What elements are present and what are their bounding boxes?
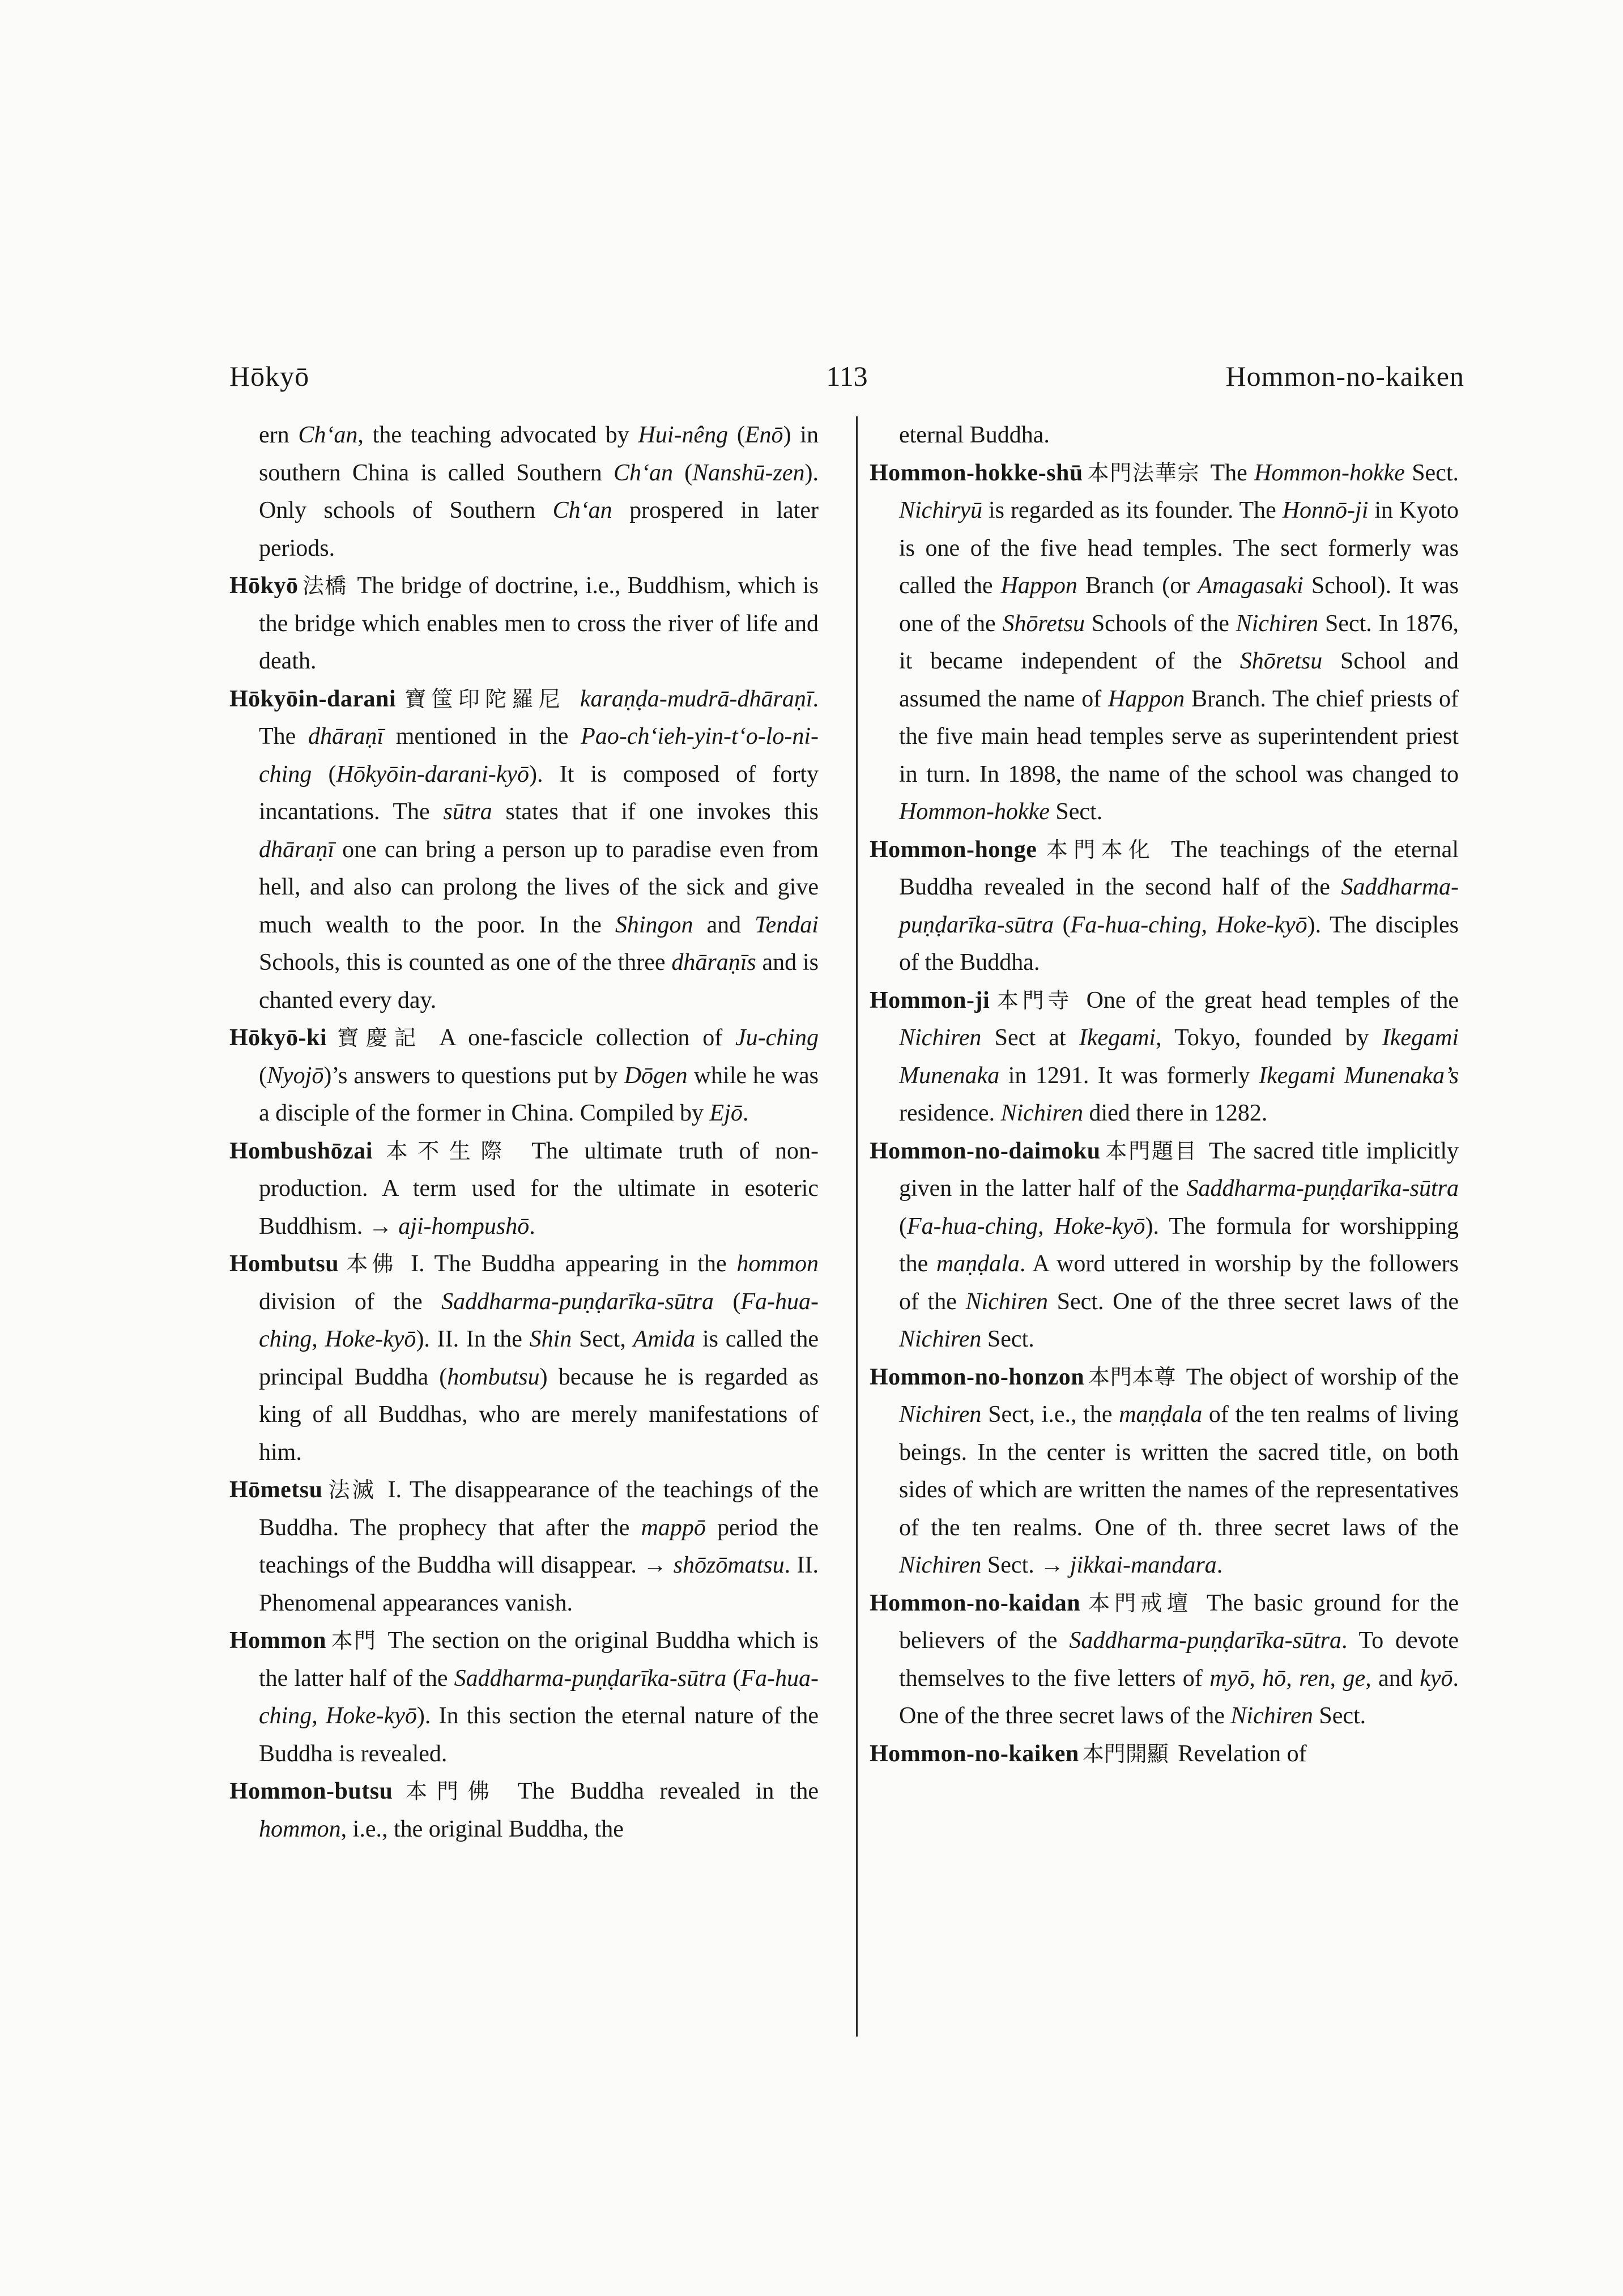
- entry-term: Hōkyō-ki: [229, 1025, 327, 1051]
- entry-kanji: 本門本化: [1040, 837, 1156, 862]
- page-number: 113: [826, 360, 868, 392]
- entry-term: Hommon: [229, 1628, 326, 1654]
- entry-term: Hommon-ji: [870, 987, 990, 1013]
- entry-hokyoin-darani: Hōkyōin-darani 寶筺印陀羅尼 karaṇḍa-mudrā-dhāraṇī. The dhāraṇī mentioned in the Pao-ch‘ieh-yin-t‘o-lo-ni-ching (Hōkyōin-darani-kyō). It is composed of forty incantations. The sūtra states that if one invokes this dhāraṇī one can bring a person up to paradise even from hell, and also can prolong the lives of the sick and give much wealth to the poor. In the Shingon and Tendai Schools, this is counted as one of the three dhāraṇīs and is chanted every day.: [229, 685, 819, 1013]
- entry-kanji: 本佛: [342, 1251, 398, 1276]
- entry-continuation: ern Ch‘an, the teaching advocated by Hui-nêng (Enō) in southern China is called Southern Ch‘an (Nanshū-zen). Only schools of Southern Ch‘an prospered in later periods.: [259, 422, 819, 561]
- running-head-right: Hommon-no-kaiken: [1225, 360, 1464, 392]
- entry-hokyo-ki: Hōkyō-ki 寶慶記 A one-fascicle collection of Ju-ching (Nyojō)’s answers to questions put by Dōgen while he was a disciple of the former in China. Compiled by Ejō.: [229, 1025, 819, 1126]
- entry-kanji: 寶慶記: [330, 1025, 423, 1050]
- entry-kanji: 本門本尊: [1088, 1364, 1177, 1390]
- entry-term: Hommon-no-honzon: [870, 1364, 1085, 1390]
- entry-kanji: 本門佛: [396, 1779, 499, 1804]
- right-column: [870, 416, 1459, 1773]
- entry-hommon-butsu: Hommon-butsu 本門佛 The Buddha revealed in the hommon, i.e., the original Buddha, the: [229, 1778, 819, 1842]
- entry-kanji: 本門寺: [993, 987, 1074, 1013]
- entry-kanji: 本門法華宗: [1086, 460, 1200, 485]
- entry-kanji: 本門戒壇: [1084, 1590, 1193, 1616]
- entry-term: Hommon-no-daimoku: [870, 1138, 1101, 1164]
- entry-kanji: 本不生際: [376, 1138, 513, 1164]
- column-divider: [856, 416, 858, 2037]
- running-head-left: Hōkyō: [229, 360, 310, 392]
- entry-hommon-no-kaiken: Hommon-no-kaiken 本門開顯 Revelation of: [870, 1740, 1307, 1767]
- entry-term: Hommon-honge: [870, 836, 1037, 863]
- entry-term: Hōmetsu: [229, 1477, 323, 1503]
- entry-hombushozai: Hombushōzai 本不生際 The ultimate truth of non-production. A term used for the ultimate in esoteric Buddhism. → aji-hompushō.: [229, 1138, 819, 1239]
- entry-hommon-honge: Hommon-honge 本門本化 The teachings of the eternal Buddha revealed in the second half of the Saddharma-puṇḍarīka-sūtra (Fa-hua-ching, Hoke-kyō). The disciples of the Buddha.: [870, 836, 1459, 976]
- entry-hokyo: Hōkyō 法橋 The bridge of doctrine, i.e., Buddhism, which is the bridge which enables men to cross the river of life and death.: [229, 573, 819, 674]
- entry-kanji: 法橋: [301, 573, 347, 598]
- entry-hommon-ji: Hommon-ji 本門寺 One of the great head temples of the Nichiren Sect at Ikegami, Tokyo, founded by Ikegami Munenaka in 1291. It was formerly Ikegami Munenaka’s residence. Nichiren died there in 1282.: [870, 987, 1459, 1126]
- entry-hometsu: Hōmetsu 法滅 I. The disappearance of the teachings of the Buddha. The prophecy that after the mappō period the teachings of the Buddha will disappear. → shōzōmatsu. II. Phenomenal appearances vanish.: [229, 1477, 819, 1616]
- entry-term: Hombutsu: [229, 1251, 339, 1277]
- entry-term: Hommon-no-kaiken: [870, 1740, 1079, 1767]
- entry-term: Hommon-no-kaidan: [870, 1590, 1081, 1616]
- entry-hommon-hokke-shu: Hommon-hokke-shū 本門法華宗 The Hommon-hokke Sect. Nichiryū is regarded as its founder. The Honnō-ji in Kyoto is one of the five head temples. The sect formerly was called the Happon Branch (or Amagasaki School). It was one of the Shōretsu Schools of the Nichiren Sect. In 1876, it became independent of the Shōretsu School and assumed the name of Happon Branch. The chief priests of the five main head temples serve as superintendent priest in turn. In 1898, the name of the school was changed to Hommon-hokke Sect.: [870, 459, 1459, 825]
- entry-kanji: 寶筺印陀羅尼: [399, 686, 566, 712]
- entry-hombutsu: Hombutsu 本佛 I. The Buddha appearing in the hommon division of the Saddharma-puṇḍarīka-sūtra (Fa-hua-ching, Hoke-kyō). II. In the Shin Sect, Amida is called the principal Buddha (hombutsu) because he is regarded as king of all Buddhas, who are merely manifestations of him.: [229, 1251, 819, 1466]
- left-column: [229, 416, 819, 1848]
- page-header: [229, 353, 1464, 399]
- entry-hommon-no-honzon: Hommon-no-honzon 本門本尊 The object of worship of the Nichiren Sect, i.e., the maṇḍala of the ten realms of living beings. In the center is written the sacred title, on both sides of which are written the names of the representatives of the ten realms. One of th. three secret laws of the Nichiren Sect. → jikkai-mandara.: [870, 1364, 1459, 1578]
- entry-term: Hōkyōin-darani: [229, 685, 397, 712]
- entry-kanji: 法滅: [326, 1477, 376, 1502]
- entry-term: Hommon-butsu: [229, 1778, 393, 1804]
- entry-term: Hōkyō: [229, 573, 299, 599]
- entry-continuation: eternal Buddha.: [899, 422, 1050, 448]
- entry-kanji: 本門: [330, 1628, 377, 1653]
- entry-term: Hommon-hokke-shū: [870, 459, 1083, 486]
- entry-kanji: 本門題目: [1104, 1138, 1198, 1164]
- entry-hommon: Hommon 本門 The section on the original Buddha which is the latter half of the Saddharma-puṇḍarīka-sūtra (Fa-hua-ching, Hoke-kyō). In this section the eternal nature of the Buddha is revealed.: [229, 1628, 819, 1767]
- entry-kanji: 本門開顯: [1082, 1741, 1169, 1766]
- entry-term: Hombushōzai: [229, 1138, 373, 1164]
- entry-hommon-no-daimoku: Hommon-no-daimoku 本門題目 The sacred title implicitly given in the latter half of the Saddharma-puṇḍarīka-sūtra (Fa-hua-ching, Hoke-kyō). The formula for worshipping the maṇḍala. A word uttered in worship by the followers of the Nichiren Sect. One of the three secret laws of the Nichiren Sect.: [870, 1138, 1459, 1352]
- entry-hommon-no-kaidan: Hommon-no-kaidan 本門戒壇 The basic ground for the believers of the Saddharma-puṇḍarīka-sūtra. To devote themselves to the five letters of myō, hō, ren, ge, and kyō. One of the three secret laws of the Nichiren Sect.: [870, 1590, 1459, 1729]
